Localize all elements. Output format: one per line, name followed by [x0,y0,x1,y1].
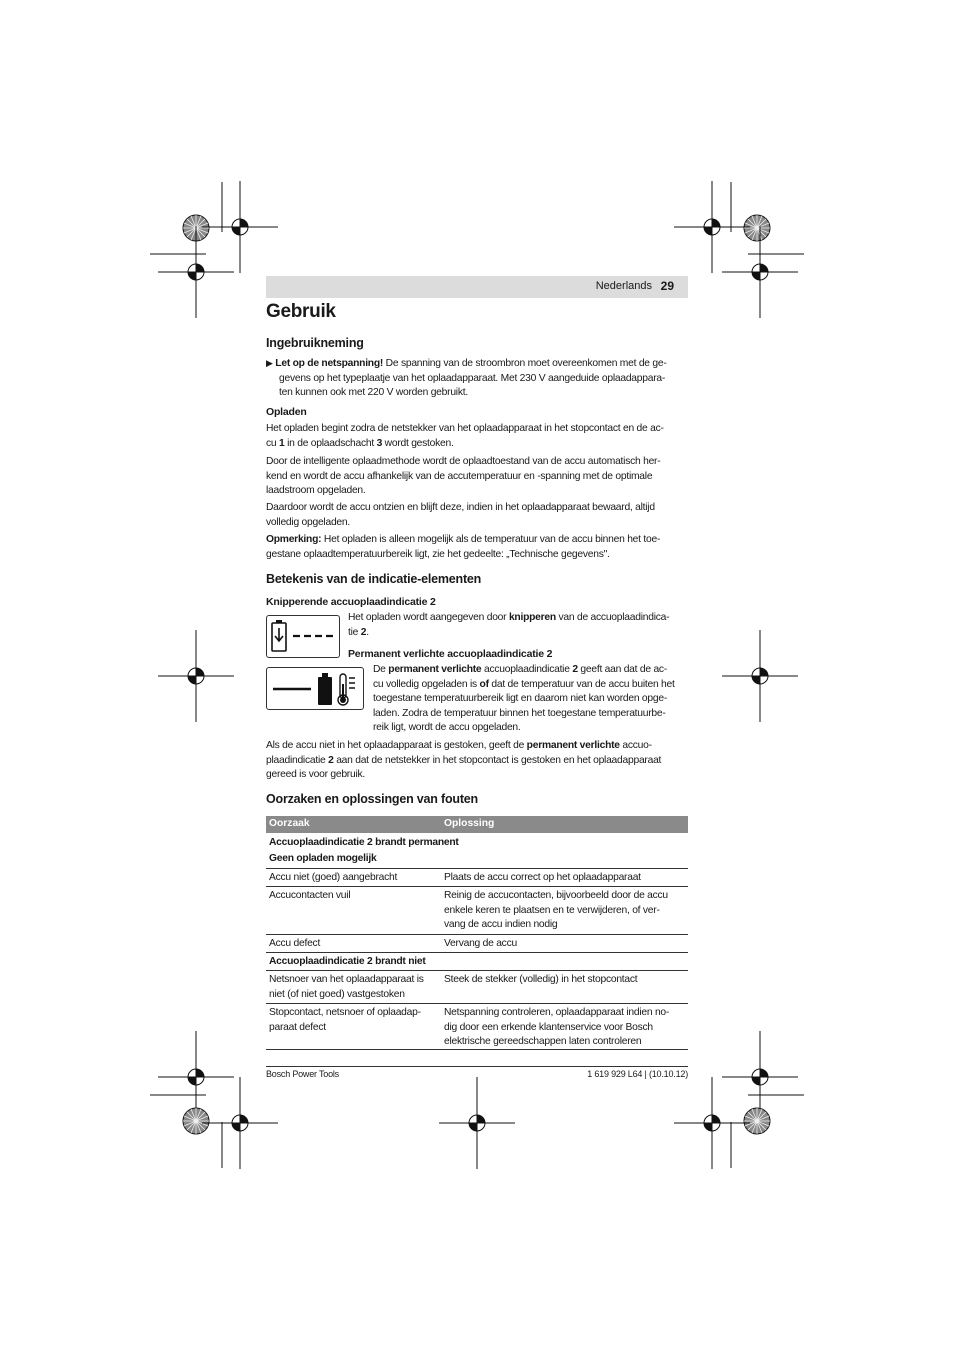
ref-number: 3 [376,437,383,449]
cell-cause: Accu niet (goed) aangebracht [269,872,398,883]
table-header [266,816,688,833]
no-battery-text [266,739,661,783]
charging-note [266,533,660,562]
cell-solution: Vervang de accu [444,938,517,949]
page-title: Gebruik [266,301,336,322]
footer-rule [266,1066,688,1067]
text-span: dat de temperatuur van de accu buiten het [488,678,675,690]
cell-cause [269,1006,421,1035]
group-label: Accuoplaadindicatie 2 brandt permanent [269,837,459,848]
bullet-voltage [266,356,667,401]
note-line2: gestane oplaadtemperatuurbereik ligt, zie het gedeelte: „Technische gegevens". [266,548,610,560]
text-span: . [366,626,369,638]
cell-line: niet (of niet goed) vastgestoken [269,988,405,1000]
charging-para-2 [266,455,660,499]
cell-line: Netsnoer van het oplaadapparaat is [269,974,424,985]
text-span: De [373,664,389,675]
text-span: accuoplaadindicatie [481,664,573,675]
header-language: Nederlands [595,280,652,292]
text-span: accuo- [619,740,652,751]
table-group-row [266,833,688,869]
charging-para-3-line2: volledig opgeladen. [266,516,350,528]
text-span: van de accuoplaadindica- [555,612,670,623]
bullet-voltage-line1: De spanning van de stroombron moet overeenkomen met de ge- [383,358,667,369]
text-span: plaadindicatie [266,754,329,766]
cell-cause: Accucontacten vuil [269,890,351,901]
no-battery-line3: gereed is voor gebruik. [266,769,365,781]
note-label: Opmerking: [266,534,322,545]
text-span: cu [266,437,279,449]
text-bold: permanent verlichte [388,664,482,675]
note-line1: Het opladen is alleen mogelijk als de temperatuur van de accu binnen het toe- [321,534,661,545]
heading-troubleshooting: Oorzaken en oplossingen van fouten [266,792,478,806]
charging-para-3-line1: Daardoor wordt de accu ontzien en blijft deze, indien in het oplaadapparaat bewaard, altijd [266,502,655,513]
table-row [266,1004,688,1050]
heading-blinking-indicator: Knipperende accuoplaadindicatie 2 [266,596,436,608]
cell-line: dig door een erkende klantenservice voor Bosch [444,1021,653,1033]
column-header-solution: Oplossing [444,818,495,829]
steady-indicator-figure [266,667,364,710]
blinking-indicator-figure [266,615,340,658]
bullet-voltage-line3: ten kunnen ook met 220 V worden gebruikt. [279,387,468,399]
table-row [266,935,688,953]
cell-line: elektrische gereedschappen laten controleren [444,1036,642,1048]
bullet-arrow-icon: ▶ [266,358,273,368]
charging-para-2-line2: kend en wordt de accu afhankelijk van de accutemperatuur en -spanning met de optimale [266,470,653,482]
page-number: 29 [660,279,674,293]
table-group-row [266,953,688,971]
cell-line: paraat defect [269,1021,326,1033]
cell-solution: Plaats de accu correct op het oplaadapparaat [444,872,641,883]
footer-doc-number: 1 619 929 L64 | (10.10.12) [587,1069,688,1079]
table-row [266,887,688,935]
cell-line: Reinig de accucontacten, bijvoorbeeld door de accu [444,890,668,901]
ref-number: 1 [279,437,285,449]
group-label: Accuoplaadindicatie 2 brandt niet [269,956,426,967]
footer-brand: Bosch Power Tools [266,1069,339,1079]
text-bold: of [479,678,489,690]
steady-indicator-text [373,663,675,736]
heading-indicators: Betekenis van de indicatie-elementen [266,572,482,586]
cell-cause [269,973,424,1002]
running-header [266,276,688,298]
ref-number: 2 [360,626,367,638]
text-span: wordt gestoken. [382,437,454,449]
text-span: geeft aan dat de ac- [577,664,668,675]
text-bold: knipperen [508,612,556,623]
cell-solution: Steek de stekker (volledig) in het stopcontact [444,974,638,985]
steady-text-line3: toegestane temperatuurbereik ligt en daarom niet kan worden opge- [373,693,667,705]
troubleshooting-table [266,816,688,1050]
blinking-indicator-text [348,611,669,640]
text-span: in de oplaadschacht [284,437,377,449]
charging-para-1 [266,422,664,451]
cell-line: Stopcontact, netsnoer of oplaadap- [269,1007,421,1018]
column-header-cause: Oorzaak [269,818,310,829]
charging-para-2-line1: Door de intelligente oplaadmethode wordt de oplaadtoestand van de accu automatisch her- [266,456,661,467]
text-span: Het opladen wordt aangegeven door [348,612,509,623]
charging-para-2-line3: laadstroom opgeladen. [266,485,366,497]
table-row [266,869,688,887]
cell-cause: Accu defect [269,938,321,949]
ref-number: 2 [572,664,578,675]
battery-temperature-icon [267,668,363,709]
cell-line: Netspanning controleren, oplaadapparaat indien no- [444,1007,670,1018]
heading-startup: Ingebruikneming [266,336,364,350]
heading-steady-indicator: Permanent verlichte accuoplaadindicatie 2 [348,648,553,660]
text-span: cu volledig opgeladen is [373,678,480,690]
cell-line: enkele keren te plaatsen en te verwijderen, of ver- [444,904,660,916]
charging-para-1-line1: Het opladen begint zodra de netstekker van het oplaadapparaat in het stopcontact en de ac- [266,423,664,434]
text-span: Als de accu niet in het oplaadapparaat is gestoken, geeft de [266,740,527,751]
cell-line: vang de accu indien nodig [444,919,558,931]
steady-text-line4: laden. Zodra de temperatuur binnen het toegestane temperatuurbe- [373,707,666,719]
bullet-voltage-line2: gevens op het typeplaatje van het oplaadapparaat. Met 230 V aangeduide oplaadappara- [279,372,666,384]
cell-solution [444,889,668,933]
cell-solution [444,1006,669,1050]
group-label: Geen opladen mogelijk [269,853,377,864]
battery-charging-icon [267,616,339,657]
text-span: aan dat de netstekker in het stopcontact is gestoken en het oplaadapparaat [333,754,662,766]
text-bold: permanent verlichte [526,740,620,751]
ref-number: 2 [328,754,334,766]
steady-text-line5: reik ligt, wordt de accu opgeladen. [373,722,521,734]
text-span: tie [348,626,361,638]
heading-charging: Opladen [266,406,307,418]
bullet-voltage-bold: Let op de netspanning! [275,358,384,369]
charging-para-1-line2 [266,437,664,452]
table-row [266,971,688,1004]
charging-para-3 [266,501,655,530]
